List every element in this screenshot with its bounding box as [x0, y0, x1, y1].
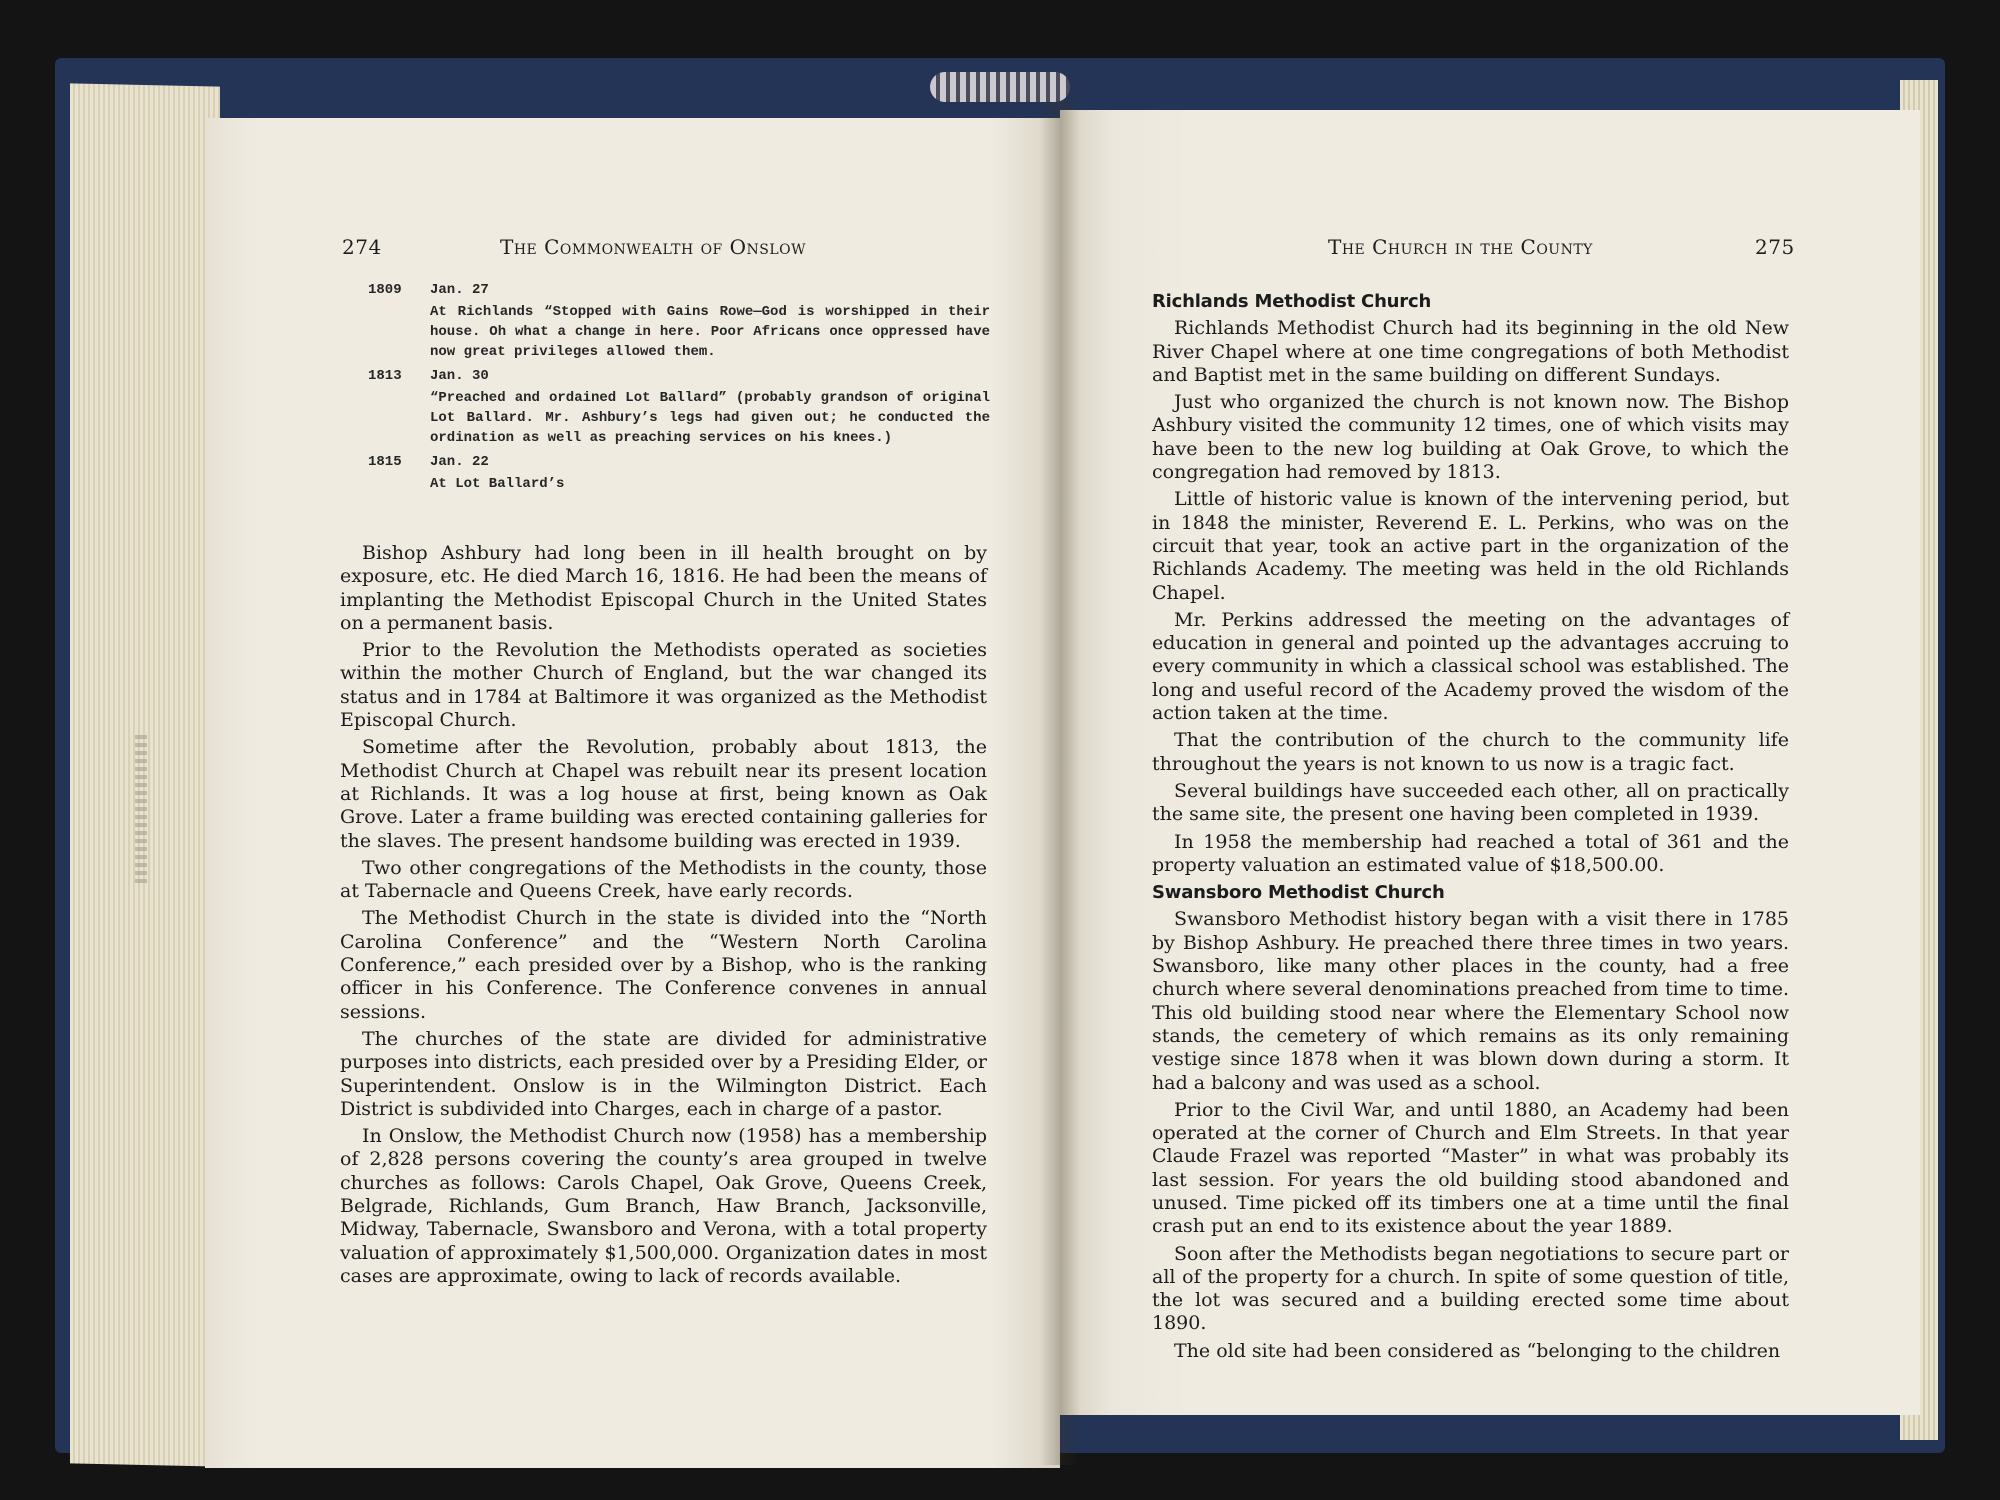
body-paragraph: Richlands Methodist Church had its beginning in the old New River Chapel where at one time congregations of both Methodist and Baptist met in the same building on different Sundays. [1152, 317, 1789, 386]
right-page-number: 275 [1755, 235, 1795, 259]
body-paragraph: In 1958 the membership had reached a total of 361 and the property valuation an estimated value of $18,500.00. [1152, 830, 1789, 876]
section-heading-richlands: Richlands Methodist Church [1152, 291, 1432, 312]
left-body-text [340, 542, 987, 1292]
body-paragraph: Little of historic value is known of the intervening period, but in 1848 the minister, Reverend E. L. Perkins, who was on the circuit that year, took an active part in the organization of the Richlands Academy. The meeting was held in the old Richlands Chapel. [1152, 488, 1789, 604]
body-paragraph: That the contribution of the church to the community life throughout the years is not known to us now is a tragic fact. [1152, 729, 1789, 775]
chronology-text: At Richlands “Stopped with Gains Rowe—God is worshipped in their house. Oh what a change in here. Poor Africans once oppressed have now great privileges allowed them. [430, 304, 990, 360]
section-heading-swansboro: Swansboro Methodist Church [1152, 882, 1445, 904]
chronology-text: “Preached and ordained Lot Ballard” (probably grandson of original Lot Ballard. Mr. Ashbury’s legs had given out; he conducted the ordination as well as preaching services on his knees.) [430, 390, 990, 446]
chronology-year: 1815 [368, 454, 402, 470]
right-running-title: The Church in the County [1328, 235, 1593, 259]
page-edge-marking [135, 735, 147, 885]
chronology-year: 1809 [368, 282, 402, 298]
body-paragraph: Two other congregations of the Methodists in the county, those at Tabernacle and Queens Creek, have early records. [340, 856, 987, 903]
chronology-entry [368, 366, 990, 448]
body-paragraph: The old site had been considered as “belonging to the children [1174, 1339, 1781, 1362]
chronology-date: Jan. 22 [430, 454, 489, 470]
body-paragraph: The Methodist Church in the state is divided into the “North Carolina Conference” and the “Western North Carolina Conference,” each presided over by a Bishop, who is the ranking officer in his Conference. The Conference convenes in annual sessions. [340, 907, 987, 1023]
right-body-text [1152, 290, 1789, 1367]
body-paragraph: Soon after the Methodists began negotiations to secure part or all of the property for a church. In spite of some question of title, the lot was secured and a building erected some time about 1890. [1152, 1242, 1789, 1335]
chronology-date: Jan. 27 [430, 282, 489, 298]
chronology-entry [368, 452, 990, 494]
body-paragraph: Bishop Ashbury had long been in ill health brought on by exposure, etc. He died March 16, 1816. He had been the means of implanting the Methodist Episcopal Church in the United States on a permanent basis. [340, 542, 987, 634]
body-paragraph: Mr. Perkins addressed the meeting on the advantages of education in general and pointed up the advantages accruing to every community in which a classical school was established. The long and useful record of the Academy proved the wisdom of the action taken at the time. [1152, 608, 1789, 725]
body-paragraph: In Onslow, the Methodist Church now (1958) has a membership of 2,828 persons covering the county’s area grouped in twelve churches as follows: Carols Chapel, Oak Grove, Queens Creek, Belgrade, Richlands, Gum Branch, Haw Branch, Jacksonville, Midway, Tabernacle, Swansboro and Verona, with a total property valuation of approximately $1,500,000. Organization dates in most cases are approximate, owing to lack of records available. [340, 1125, 987, 1287]
chronology-list [368, 280, 990, 498]
body-paragraph: Prior to the Civil War, and until 1880, an Academy had been operated at the corner of Church and Elm Streets. In that year Claude Frazel was reported “Master” in what was probably its last session. For years the old building stood abandoned and unused. Time picked off its timbers one at a time until the final crash put an end to its existence about the year 1889. [1152, 1098, 1789, 1238]
body-paragraph: Several buildings have succeeded each other, all on practically the same site, the present one having been completed in 1939. [1152, 779, 1789, 826]
book-headband [930, 72, 1070, 102]
spine-gutter [1040, 100, 1080, 1465]
body-paragraph: Prior to the Revolution the Methodists operated as societies within the mother Church of England, but the war changed its status and in 1784 at Baltimore it was organized as the Methodist Episcopal Church. [340, 639, 987, 732]
chronology-year: 1813 [368, 368, 402, 384]
chronology-text: At Lot Ballard’s [430, 476, 565, 492]
body-paragraph: Just who organized the church is not known now. The Bishop Ashbury visited the community 12 times, one of which visits may have been to the new log building at Oak Grove, to which the congregation had removed by 1813. [1152, 391, 1789, 484]
chronology-entry [368, 280, 990, 362]
chronology-date: Jan. 30 [430, 368, 489, 384]
body-paragraph: Sometime after the Revolution, probably about 1813, the Methodist Church at Chapel was rebuilt near its present location at Richlands. It was a log house at first, being known as Oak Grove. Later a frame building was erected containing galleries for the slaves. The present handsome building was erected in 1939. [340, 736, 987, 852]
left-running-title: The Commonwealth of Onslow [500, 235, 807, 259]
body-paragraph: Swansboro Methodist history began with a visit there in 1785 by Bishop Ashbury. He preached there three times in two years. Swansboro, like many other places in the county, had a free church where several denominations preached from time to time. This old building stood near where the Elementary School now stands, the cemetery of which remains as its only remaining vestige since 1878 when it was blown down during a storm. It had a balcony and was used as a school. [1152, 908, 1789, 1094]
body-paragraph: The churches of the state are divided for administrative purposes into districts, each presided over by a Presiding Elder, or Superintendent. Onslow is in the Wilmington District. Each District is subdivided into Charges, each in charge of a pastor. [340, 1027, 987, 1120]
left-page-number: 274 [342, 235, 382, 259]
